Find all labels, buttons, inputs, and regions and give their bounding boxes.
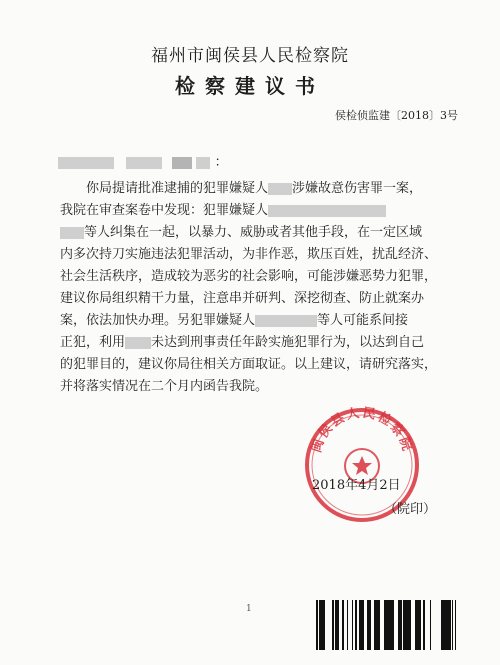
barcode-bar [347,600,348,650]
barcode-bar [376,600,378,650]
body-line: 建议你局组织精干力量，注意串并研判、深挖彻查、防止就案办 [60,291,425,306]
barcode-bar [406,600,408,650]
barcode-bar [401,600,402,650]
redacted-recipient [196,157,210,169]
body-line: 并将落实情况在二个月内函告我院。 [60,379,269,394]
body-text: 等人可能系间接 [317,313,409,328]
barcode-bar [356,600,357,650]
barcode-bar [352,600,353,650]
barcode-bar [430,600,431,650]
redacted-name [255,315,317,327]
body-line [60,222,460,244]
body-line [60,200,460,222]
barcode-bar [441,600,443,650]
barcode-bar [324,600,325,650]
barcode-bar [359,600,361,650]
redacted-name [125,337,151,349]
barcode-bar [367,600,368,650]
barcode-bar [420,600,421,650]
body-line: 的犯罪目的，建议你局往相关方面取证。以上建议，请研究落实， [60,357,438,372]
body-text: 我院在审查案卷中发现：犯罪嫌疑人 [60,203,269,218]
barcode-bar [410,600,411,650]
barcode-bar [378,600,380,650]
barcode-bar [385,600,388,650]
document-title: 检察建议书 [175,74,325,98]
body-text: 等人纠集在一起，以暴力、威胁或者其他手段，在一定区域 [84,225,423,240]
barcode-bar [403,600,405,650]
seal-note: （院印） [384,502,437,517]
barcode-bar [335,600,338,650]
barcode-bar [332,600,334,650]
redacted-name [268,183,292,195]
redacted-name [60,227,84,239]
barcode-bar [443,600,444,650]
body-text: 涉嫌故意伤害罪一案， [292,181,423,196]
barcode-bar [452,600,453,650]
redacted-recipient [58,157,114,169]
barcode-bar [322,600,324,650]
recipient-line [58,151,228,170]
barcode-bar [455,600,456,650]
barcode-bar [361,600,364,650]
barcode-bar [368,600,371,650]
body-line: 社会生活秩序，造成较为恶劣的社会影响，可能涉嫌恶势力犯罪， [60,269,438,284]
redacted-recipient [172,157,192,169]
recipient-colon: ： [214,155,228,170]
barcode-icon [316,600,458,650]
barcode-bar [423,600,425,650]
issue-date: 2018年4月2日 [312,478,401,493]
barcode-bar [405,600,406,650]
barcode-bar [415,600,418,650]
barcode-bar [355,600,356,650]
body-text: 案，依法加快办理。另犯罪嫌疑人 [60,313,256,328]
barcode-bar [319,600,321,650]
barcode-bar [448,600,451,650]
barcode-bar [408,600,410,650]
body-text: 你局提请批准逮捕的犯罪嫌疑人 [86,181,269,196]
page-mark: 1 [246,604,252,614]
body-line [60,332,460,354]
issuing-organization: 福州市闽侯县人民检察院 [151,46,349,66]
body-line: 内多次持刀实施违法犯罪活动，为非作恶，欺压百姓，扰乱经济、 [60,247,438,262]
barcode-bar [316,600,318,650]
seal-text: 闽侯县人民检察院 [309,405,415,455]
redacted-recipient [126,157,162,169]
barcode-bar [444,600,446,650]
barcode-bar [338,600,339,650]
barcode-bar [374,600,376,650]
barcode-bar [391,600,394,650]
barcode-bar [418,600,420,650]
body-text: 正犯，利用 [60,335,126,350]
body-line [60,310,460,332]
barcode-bar [384,600,385,650]
barcode-bar [388,600,391,650]
body-text: 未达到刑事责任年龄实施犯罪行为，以达到自己 [151,335,425,350]
barcode-bar [446,600,448,650]
redacted-name [268,205,386,217]
barcode-bar [342,600,344,650]
barcode-bar [398,600,401,650]
body-line [60,178,460,200]
document-number: 侯检侦监建〔2018〕3号 [335,109,458,122]
recommendation-body [60,178,460,398]
barcode-bar [321,600,322,650]
